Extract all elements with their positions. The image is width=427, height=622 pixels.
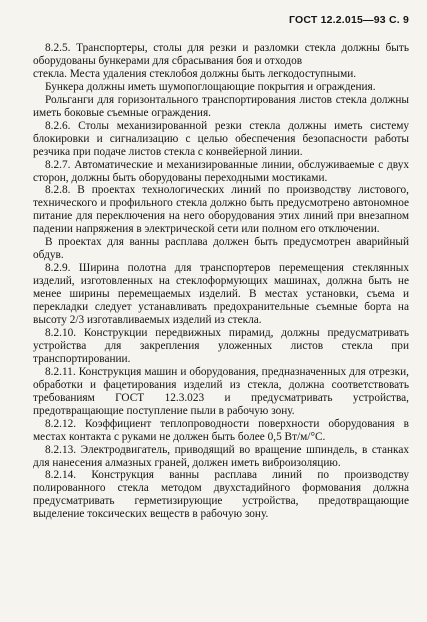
paragraph: 8.2.5. Транспортеры, столы для резки и разломки стекла должны быть оборудованы бункерами для сбрасывания боя и отходов — [33, 42, 409, 67]
paragraph: стекла. Места удаления стеклобоя должны быть легкодоступными. — [33, 67, 357, 80]
paragraph: 8.2.10. Конструкции передвижных пирамид, должны предусматривать устройства для закрепления уложенных листов стекла при транспортировании. — [33, 326, 409, 365]
page-header: ГОСТ 12.2.015—93 С. 9 — [288, 14, 409, 26]
paragraph: 8.2.9. Ширина полотна для транспортеров перемещения стеклянных изделий, изготовленных на стеклоформующих машинах, должна быть не менее ширины перемещаемых изделий. В местах установки, съема и перекладки следует устанавливать предохранительные съемные борта на высоту 2/3 изготавливаемых изделий из стекла. — [33, 262, 409, 327]
paragraph: Бункера должны иметь шумопоглощающие покрытия и ограждения. — [45, 80, 376, 93]
paragraph: Рольганги для горизонтального транспортирования листов стекла должны иметь боковые съемные ограждения. — [33, 93, 409, 119]
paragraph: 8.2.13. Электродвигатель, приводящий во вращение шпиндель, в станках для нанесения алмазных граней, должен иметь виброизоляцию. — [33, 443, 409, 469]
paragraph: 8.2.11. Конструкция машин и оборудования, предназначенных для отрезки, обработки и фацетирования изделий из стекла, должна соответствовать требованиям ГОСТ 12.3.023 и предусматривать устройства, предотвращающие поступление пыли в рабочую зону. — [33, 365, 409, 417]
paragraph: В проектах для ванны расплава должен быть предусмотрен аварийный обдув. — [33, 236, 409, 262]
paragraph: 8.2.7. Автоматические и механизированные линии, обслуживаемые с двух сторон, должны быть оборудованы переходными мостиками. — [33, 158, 409, 184]
paragraph: 8.2.6. Столы механизированной резки стекла должны иметь систему блокировки и сигнализацию с целью обеспечения безопасности работы резчика при подаче листов стекла с конвейерной линии. — [33, 119, 409, 158]
document-body — [33, 42, 409, 521]
paragraph: 8.2.14. Конструкция ванны расплава линий по производству полированного стекла методом двухстадийного формования должна предусматривать герметизирующие устройства, предотвращающие выделение токсических веществ в рабочую зону. — [33, 469, 409, 521]
paragraph: 8.2.12. Коэффициент теплопроводности поверхности оборудования в местах контакта с руками не должен быть более 0,5 Вт/м/°С. — [33, 417, 409, 443]
paragraph: 8.2.8. В проектах технологических линий по производству листового, технического и профильного стекла должно быть предусмотрено автономное питание для переключения на него оборудования этих линий при внезапном падении напряжения в электрической сети или полном его отключении. — [33, 184, 409, 236]
